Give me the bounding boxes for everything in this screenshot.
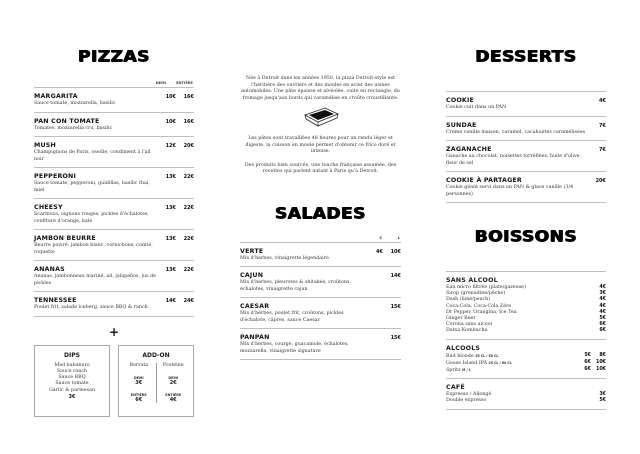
pizzas-column — [34, 0, 194, 417]
item-description: Cookie cuit dans un PAN — [446, 105, 507, 110]
item-name: PEPPERONI — [34, 173, 77, 180]
drink-list — [446, 271, 606, 409]
item-description: Ganache au chocolat, noisettes torréfiées, huile d'olive, fleur de sel — [446, 154, 582, 166]
item-price: 14€ — [390, 273, 401, 279]
addon-name: Burrata — [129, 362, 149, 368]
item-price: 14€ — [165, 298, 176, 304]
item-name: SUNDAE — [446, 121, 477, 129]
item-description: Crème vanille maison, caramel, cacahuètes caramélisées — [446, 129, 586, 135]
item-description: Champignons de Paris, oseille, condiment à l'ail noir — [34, 150, 151, 162]
item-name: JAMBON BEURRE — [34, 235, 96, 242]
menu-item-dessert — [446, 172, 606, 203]
menu-item-dessert — [446, 117, 606, 142]
dip-item: Sauce ranch — [56, 368, 88, 374]
item-description: Mix d'herbes, poulet frit, croûtons, pickles d'échalote, câpres, sauce Caesar — [240, 311, 344, 323]
item-text — [34, 266, 164, 287]
item-prices — [371, 272, 401, 293]
item-price — [371, 273, 383, 293]
item-description: Mix d'herbes, vinaigrette légendaire — [240, 255, 329, 261]
item-price: 15€ — [390, 304, 401, 310]
drink-volume: M / L — [462, 368, 471, 373]
item-price: 16€ — [183, 94, 194, 100]
item-description: Scarmoza, oignons rouges, pickles d'échalotes, confiture d'orange, kale — [34, 212, 149, 224]
drink-volume: 25 CL / 50 CL — [488, 360, 512, 365]
item-description: Sauce tomate, mozzarella, basilic — [34, 101, 116, 106]
dessert-list — [446, 92, 606, 203]
drink-name: Datxa Kombucha — [446, 328, 488, 334]
menu-item-pizza — [34, 261, 194, 292]
item-prices — [371, 303, 401, 324]
plus-icon: + — [108, 324, 120, 339]
item-price: 10€ — [165, 94, 176, 100]
item-name: CHEESY — [34, 204, 63, 211]
item-name: CAESAR — [240, 303, 270, 310]
drink-price: 8€ — [599, 352, 606, 358]
item-price: 4€ — [599, 98, 606, 104]
pizza-tray-icon — [240, 106, 401, 128]
item-name: CAJUN — [240, 272, 264, 279]
drink-price: 5€ — [599, 398, 606, 404]
item-prices — [164, 173, 194, 194]
addon-proteine — [156, 363, 191, 403]
size-header-entiere: ENTIÈRE — [176, 81, 193, 85]
menu-item-salade — [240, 298, 401, 329]
item-price — [371, 335, 383, 355]
middle-column — [240, 0, 401, 360]
drink-prices — [581, 360, 606, 367]
item-price: 13€ — [165, 205, 176, 211]
item-text — [446, 146, 594, 167]
item-text — [240, 334, 371, 355]
drink-row — [446, 398, 606, 404]
item-text — [34, 204, 164, 225]
drink-name: Coca-Cola, Coca-Cola Zéro — [446, 303, 512, 309]
item-price: 22€ — [183, 205, 194, 211]
item-description: Ananas, jambonneau mariné, ail, jalapeños, jus de pickles — [34, 274, 157, 286]
item-price: 13€ — [165, 267, 176, 273]
boissons-title: BOISSONS — [474, 227, 578, 247]
menu-item-salade — [240, 243, 401, 268]
item-name: PANPAN — [240, 334, 270, 341]
item-prices — [164, 235, 194, 256]
dips-box — [34, 345, 110, 417]
menu-item-dessert — [446, 92, 606, 117]
drink-price: 3€ — [599, 291, 606, 297]
addon-name: Protéine — [162, 362, 184, 368]
drink-name: Dr Pepper, Orangina, Ice Tea — [446, 309, 517, 315]
item-prices — [164, 266, 194, 287]
item-prices — [164, 204, 194, 225]
item-text — [240, 303, 371, 324]
addon-entiere-label: ENTIÈRE — [165, 392, 182, 397]
item-prices — [164, 118, 194, 133]
drink-price: 4€ — [599, 303, 606, 309]
addon-demi-label: DEMI — [168, 375, 179, 380]
size-header-demi: DEMI — [155, 81, 167, 85]
drink-group — [446, 271, 606, 339]
drink-prices — [596, 328, 606, 334]
drink-price: 5€ — [599, 316, 606, 322]
item-text — [34, 93, 164, 108]
drink-price: 6€ — [584, 367, 591, 373]
dips-price: 3€ — [68, 393, 76, 400]
item-prices — [164, 142, 194, 163]
menu-item-dessert — [446, 141, 606, 172]
drink-name: Spritz — [446, 368, 461, 374]
drink-name: Double expresso — [446, 398, 487, 404]
drink-row — [446, 328, 606, 334]
item-prices — [164, 297, 194, 312]
intro-paragraph-1: Née à Detroit dans les années 1950, la pizza Detroit-style est l'héritière des ouvriers et des moules en acier des usines automobiles. Une pâte épaisse et alvéolée, cuite en rectangle, du fromage jusqu'aux bords qui caramélise en croûte croustillante. — [241, 76, 400, 101]
drink-price: 5€ — [584, 352, 591, 358]
drink-price: 6€ — [599, 328, 606, 334]
item-description: Cookie géant servi dans un PAN & glace vanille (3/4 personnes) — [446, 185, 574, 197]
item-name: COOKIE À PARTAGER — [446, 177, 522, 184]
menu-item-pizza — [34, 88, 194, 113]
addon-entiere-price: 6€ — [135, 396, 143, 403]
size-header-s: S — [379, 235, 382, 240]
drink-name: Corona sans alcool — [446, 322, 493, 328]
drink-price: 10€ — [595, 367, 606, 373]
item-description: Sauce tomate, pepperoni, guidillas, basilic thaï, miel — [34, 181, 150, 193]
drink-prices — [581, 353, 606, 360]
dip-item: Miel habanero — [54, 362, 90, 368]
drink-label — [446, 367, 471, 374]
item-price: 10€ — [165, 118, 176, 125]
drink-label — [446, 360, 512, 367]
item-price — [371, 304, 383, 324]
item-prices — [594, 146, 606, 167]
menu-item-pizza — [34, 113, 194, 138]
dip-item: Garlic & parmesan — [48, 387, 96, 393]
pizza-list — [34, 88, 194, 317]
item-text — [240, 272, 371, 293]
item-name: PAN CON TOMATE — [34, 117, 100, 125]
drink-price: 4€ — [599, 309, 606, 315]
intro-paragraph-2: Les pâtes sont travaillées 48 heures pour un rendu léger et digeste, la cuisson en moule permet d'obtenir ce frico doré et intense. — [245, 136, 396, 154]
item-text — [446, 122, 594, 137]
addon-demi-label: DEMI — [133, 375, 144, 380]
item-prices — [594, 97, 606, 112]
addon-entiere-label: ENTIÈRE — [130, 392, 147, 397]
extras-boxes — [34, 345, 194, 417]
salades-title: SALADES — [275, 204, 366, 223]
drink-group-title: SANS ALCOOL — [446, 277, 498, 284]
drink-group-title: CAFÉ — [446, 384, 465, 392]
item-price: 22€ — [183, 236, 194, 242]
item-price: 24€ — [183, 298, 194, 304]
salade-list — [240, 243, 401, 361]
drink-name: Eau micro filtrée (plate/gazeuse) — [446, 285, 526, 290]
item-name: ANANAS — [34, 266, 65, 273]
menu-item-pizza — [34, 292, 194, 317]
desserts-title: DESSERTS — [475, 47, 577, 67]
item-name: TENNESSEE — [34, 297, 77, 304]
item-prices — [371, 248, 401, 263]
item-price: 16€ — [183, 118, 194, 125]
drink-row — [446, 360, 606, 367]
item-description: Poulet frit, salade iceberg, sauce BBQ & ranch — [34, 305, 148, 310]
drink-name: Sirop (grenadine/pêche) — [446, 291, 506, 297]
drink-group — [446, 339, 606, 379]
drink-prices — [596, 398, 606, 404]
drink-name: Expresso / Allongé — [446, 392, 492, 398]
menu-item-salade — [240, 267, 401, 298]
item-price: 10€ — [390, 248, 401, 255]
item-price: 13€ — [165, 236, 176, 242]
item-price: 7€ — [599, 147, 606, 153]
salade-size-headers — [240, 234, 401, 242]
drink-label — [446, 398, 486, 404]
drink-price: 6€ — [599, 322, 606, 328]
item-name: VERTE — [240, 247, 264, 255]
menu-item-pizza — [34, 137, 194, 168]
drink-price: 3€ — [599, 392, 606, 398]
drink-prices — [581, 367, 606, 374]
dip-item: Sauce tomate — [55, 381, 89, 387]
item-description: Beurre poivré, jambon blanc, cornichons, comté, roquette — [34, 243, 153, 255]
item-price: 15€ — [390, 335, 401, 341]
item-text — [240, 248, 371, 263]
dip-item: Sauce BBQ — [58, 375, 86, 381]
drink-price: 10€ — [595, 359, 606, 365]
addon-demi-price: 2€ — [169, 379, 177, 386]
menu-item-pizza — [34, 168, 194, 199]
drink-price: 6€ — [584, 359, 591, 365]
item-text — [34, 173, 164, 194]
addon-title: ADD-ON — [142, 351, 170, 359]
right-column — [446, 0, 606, 410]
addon-demi-price: 3€ — [135, 379, 143, 386]
drink-name: Goose Island IPA — [446, 360, 488, 366]
item-description: Mix d'herbes, courge, guacamole, échalotes, mozzarella, vinaigrette signature — [240, 342, 349, 354]
pizzas-title: PIZZAS — [78, 47, 150, 67]
item-name: MUSH — [34, 142, 56, 149]
item-prices — [594, 122, 606, 137]
addon-burrata — [122, 363, 156, 403]
menu-item-pizza — [34, 230, 194, 261]
menu-item-pizza — [34, 199, 194, 230]
drink-row — [446, 367, 606, 374]
item-price: 20€ — [183, 143, 194, 149]
drink-name: Bud blonde — [446, 353, 474, 359]
item-prices — [164, 93, 194, 108]
item-price: 20€ — [595, 178, 606, 184]
item-text — [446, 177, 594, 198]
item-name: MARGARITA — [34, 93, 78, 100]
item-name: ZAGANACHE — [446, 146, 492, 153]
item-name: COOKIE — [446, 97, 475, 104]
menu-item-salade — [240, 329, 401, 360]
drink-name: Dash (lime/peach) — [446, 297, 491, 303]
item-text — [34, 142, 164, 163]
addon-entiere-price: 4€ — [169, 396, 177, 403]
size-header-l: L — [397, 235, 400, 240]
item-price: 4€ — [376, 248, 383, 255]
item-price: 22€ — [183, 174, 194, 180]
item-text — [34, 235, 164, 256]
item-prices — [371, 334, 401, 355]
drink-price: 4€ — [599, 297, 606, 303]
item-price: 12€ — [165, 143, 176, 149]
item-price: 22€ — [183, 267, 194, 273]
drink-row — [446, 353, 606, 360]
item-text — [34, 297, 164, 312]
drink-price: 4€ — [599, 285, 606, 290]
drink-name: Ginger Beer — [446, 316, 476, 322]
item-price: 7€ — [599, 122, 606, 129]
pizza-size-headers — [34, 79, 194, 87]
drink-group-title: ALCOOLS — [446, 344, 481, 352]
item-description: Mix d'herbes, pleurotes & shitakés, croûtons, échalotes, vinaigrette cajun — [240, 280, 351, 292]
item-price: 13€ — [165, 174, 176, 180]
drink-label — [446, 328, 487, 334]
drink-group — [446, 378, 606, 408]
divider — [446, 409, 606, 410]
item-prices — [594, 177, 606, 198]
drink-label — [446, 353, 498, 360]
drink-volume: 25 CL / 50 CL — [475, 353, 499, 358]
addon-box — [118, 345, 194, 417]
item-text — [446, 97, 594, 112]
dips-title: DIPS — [64, 351, 80, 359]
item-description: Tomates, mozzarella cru, basilic — [34, 125, 113, 131]
item-text — [34, 118, 164, 133]
intro-paragraph-3: Des produits bien sourcés, une touche française assumée, des recettes qui parlent autant à Paris qu'à Detroit. — [244, 162, 397, 174]
